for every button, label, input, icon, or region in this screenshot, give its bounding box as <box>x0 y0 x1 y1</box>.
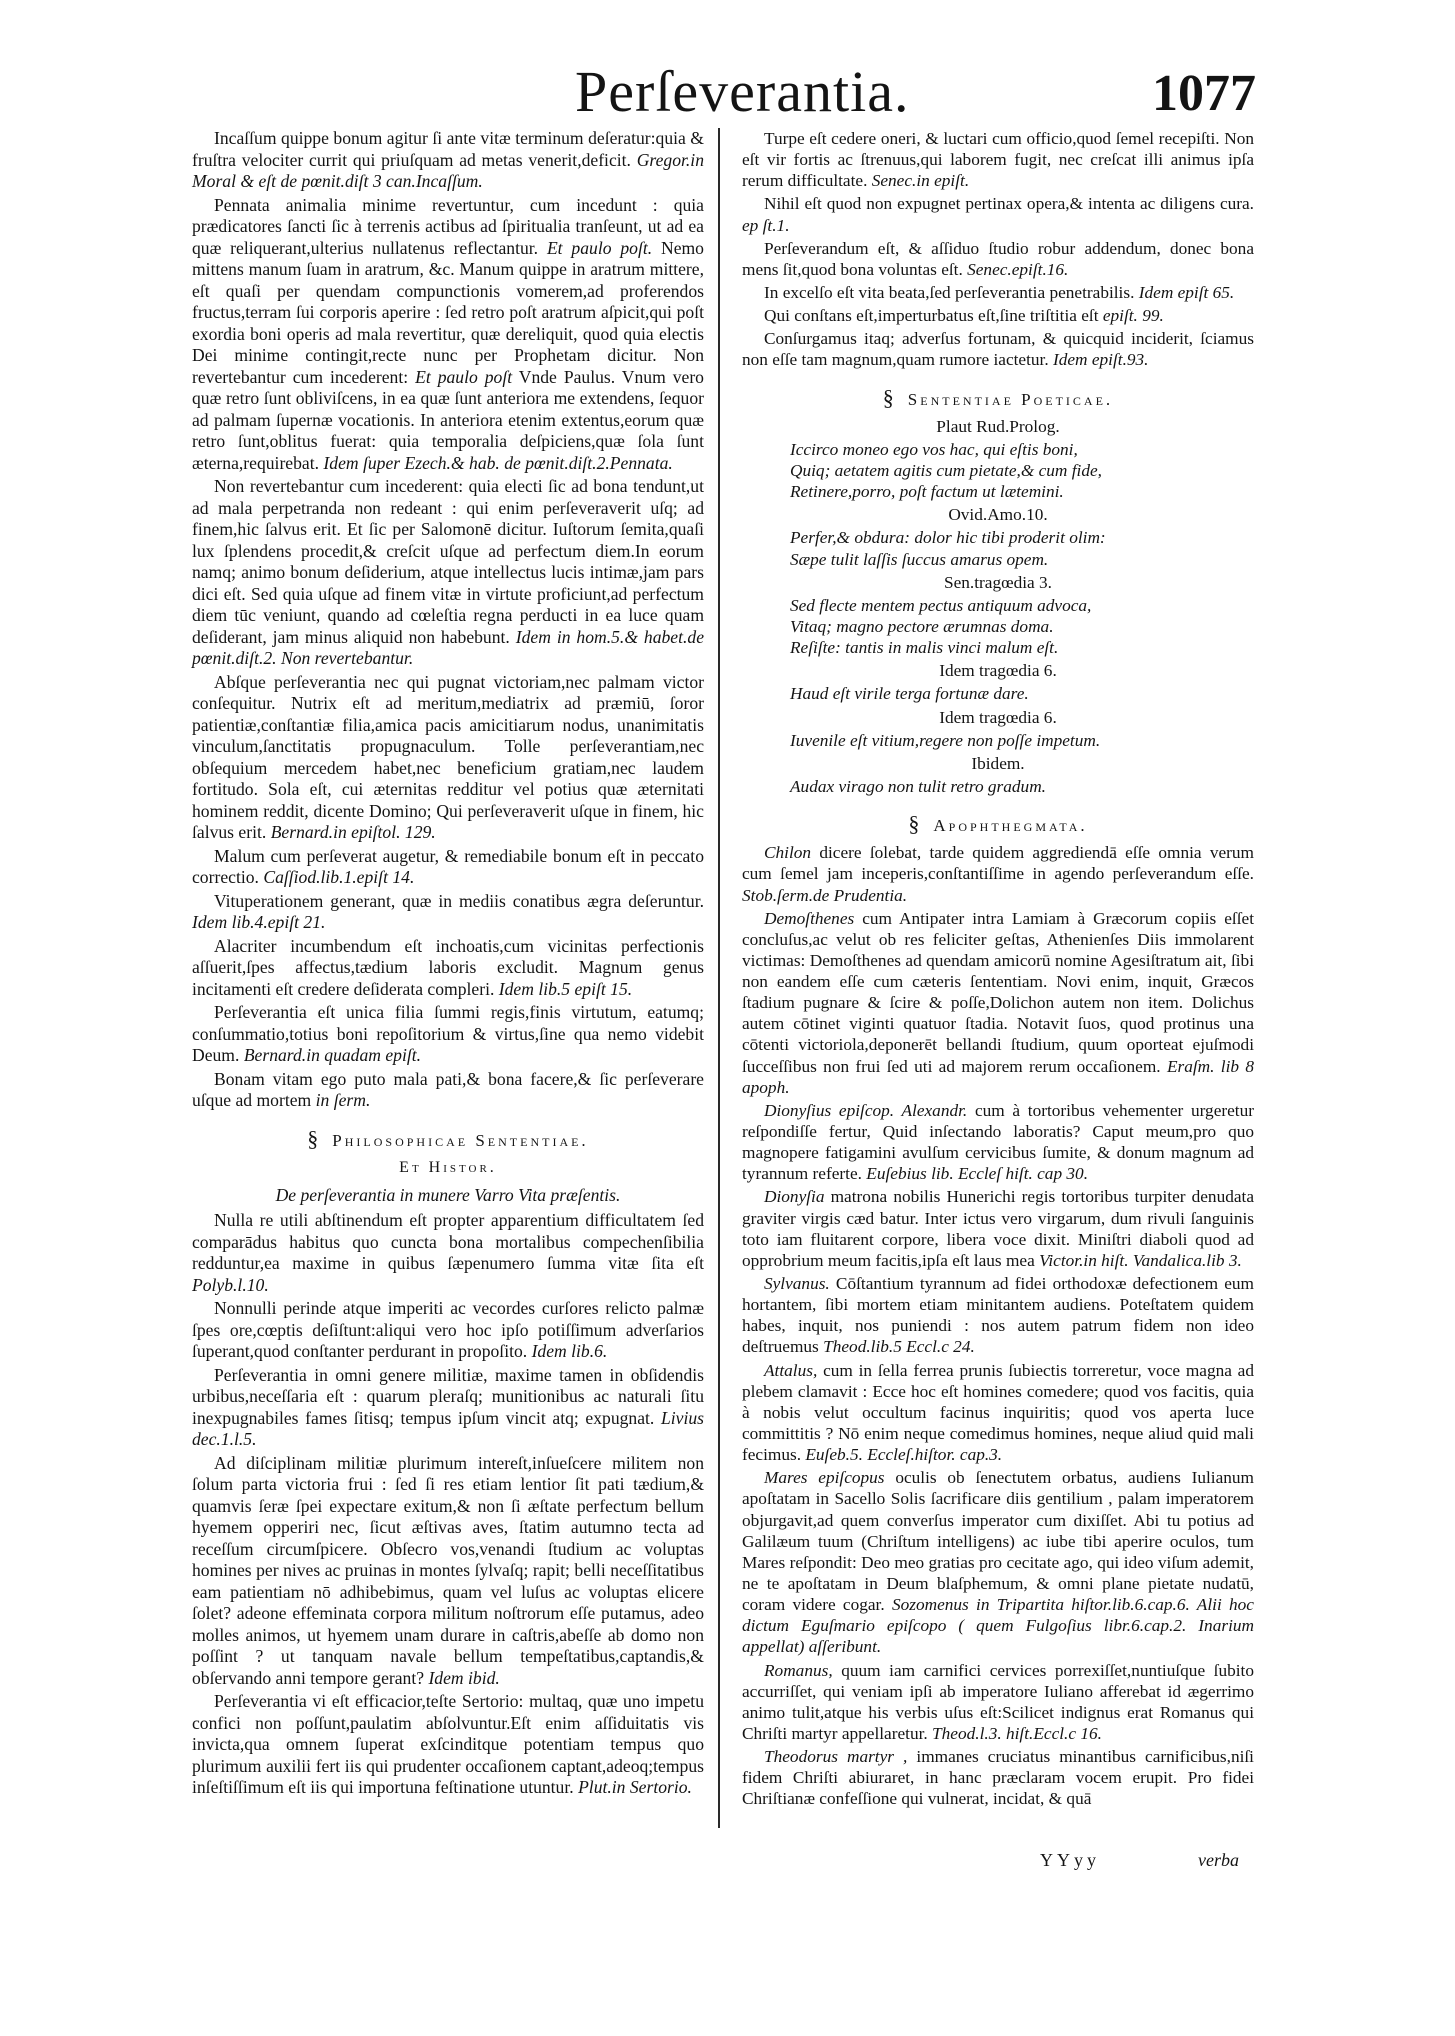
section-heading <box>192 1125 704 1152</box>
section-heading <box>742 813 1254 836</box>
apophthegm <box>742 1660 1254 1745</box>
citation: Livius dec.1.l.5. <box>192 1407 704 1449</box>
poem-source: Plaut Rud.Prolog. <box>936 416 1060 436</box>
paragraph-text: Non revertebantur cum incederent: quia electi ſic ad bona tendunt,ut ad mala perpetranda non redeant : qui enim perſeveraverit uſq; ad finem,hic ſalvus erit. Et ſic per Salomonē dicitur. Iuſtorum ſemita,quaſi lux ſplendens procedit,& creſcit uſque ad perfectum diem.In eorum namq; animo bonum deſiderium, atque intellectus lucis intimæ,jam pars dici eſt. Sed quia uſque ad finem vitæ in virtute proficiunt,ad perfectum diem tūc veniunt, quando ad cœleſtia regna perducti in ea luce quam deſiderant, jam minus aliquid non habebunt. <box>192 476 704 647</box>
apophthegm-text: quum iam carnifici cervices porrexiſſet,nuntiuſque ſubito accurriſſet, qui veniam ipſi ab imperatore Iuliano afferebat id ægerrimo animo tulit,atque his verbis uſus eſt:Scilicet indignus erat Romanus qui Chriſti martyr appellaretur. <box>742 1660 1254 1743</box>
citation: Bernard.in epiſtol. 129. <box>270 822 436 842</box>
paragraph <box>742 128 1254 191</box>
citation: Eraſm. lib 8 apoph. <box>742 1056 1254 1097</box>
paragraph-text: Perſeverantia in omni genere militiæ, maxime tamen in obſidendis urbibus,neceſſaria eſt : quarum pleraſq; munitionibus ac naturali ſitu inexpugnabiles fames ſitisq; tempus ipſum vincit atq; expugnat. <box>192 1364 704 1428</box>
citation: Idem ibid. <box>428 1667 500 1688</box>
verse-line: Perfer,& obdura: dolor hic tibi proderit olim: <box>790 528 1106 548</box>
citation: Et paulo poſt <box>415 366 513 387</box>
paragraph <box>192 1210 704 1296</box>
speaker-name: Attalus, <box>764 1360 818 1380</box>
catchword: verba <box>1198 1850 1239 1870</box>
citation: Caſſiod.lib.1.epiſt 14. <box>263 867 415 887</box>
citation: Idem lib.4.epiſt 21. <box>192 912 326 932</box>
paragraph-text: Abſque perſeverantia nec qui pugnat victoriam,nec palmam victor conſequitur. Nutrix eſt ad meritum,mediatrix ad præmiū, ſoror patientiæ,conſtantiæ filia,amica pacis amicitiarum nodus, unanimitatis vinculum,ſanctitatis propugnaculum. Tolle perſeverantiam,nec obſequium mercedem habet,nec beneficium gratiam,nec laudem fortitudo. Sola eſt, cui æternitas redditur vel potius quæ æternitati hominem reddit, dicente Domino; Qui perſeveraverit uſque in finem, hic ſalvus erit. <box>192 671 704 842</box>
apophthegm <box>742 1186 1254 1271</box>
right-column <box>742 128 1254 1812</box>
left-column <box>192 128 704 1801</box>
speaker-name: Sylvanus. <box>764 1274 830 1294</box>
section-subheading: Et Histor. <box>399 1159 497 1176</box>
apophthegm <box>742 1273 1254 1358</box>
paragraph-text: Conſurgamus itaq; adverſus fortunam, & quicquid inciderit, ſciamus non eſſe tam magnum,quam rumore iactetur. <box>742 329 1254 370</box>
signature-mark: YYyy <box>1040 1850 1100 1870</box>
apophthegm <box>742 1100 1254 1185</box>
paragraph <box>192 195 704 475</box>
paragraph <box>742 305 1254 326</box>
paragraph-text: Perſeverandum eſt, & aſſiduo ſtudio robur addendum, donec bona mens ſit,quod bona voluntas eſt. <box>742 238 1254 279</box>
paragraph-text: Vituperationem generant, quæ in mediis conatibus ægra deſeruntur. <box>214 890 704 911</box>
paragraph-text: Qui conſtans eſt,imperturbatus eſt,ſine triſtitia eſt <box>764 306 1099 326</box>
paragraph <box>192 672 704 844</box>
paragraph-text: Perſeverantia vi eſt efficacior,teſte Sertorio: multaq, quæ uno impetu confici non poſſunt,paulatim abſolvuntur.Eſt enim aſſiduitatis vis invicta,qua omnem ſuperat exſcinditque potentiam tempus quo plurimum auxilii fert iis qui prudenter occaſionem captant,adeoq;tempus inſeſtiſſimum eſt iis qui importuna feſtinatione utuntur. <box>192 1691 704 1797</box>
paragraph-text: Malum cum perſeverat augetur, & remediabile bonum eſt in peccato correctio. <box>192 845 704 887</box>
paragraph-text: Nemo mittens manum ſuam in aratrum, &c. Manum quippe in aratrum mittere, eſt quaſi per quendam compunctionis vomerem,ad proferendos fructus,terram ſui corporis aperire : ſed retro poſt aratrum aſpicit,qui poſt exordia boni operis ad mala revertitur, quæ dereliquit, quod quia electis Dei minime contingit,recte nunc per Prophetam dicitur. Non revertebantur cum incederent: <box>192 237 704 387</box>
speaker-name: Dionyſia <box>764 1187 825 1207</box>
verse-line: Vitaq; magno pectore ærumnas doma. <box>790 616 1054 636</box>
citation: Idem epiſt.93. <box>1052 350 1149 370</box>
apophthegm <box>742 1746 1254 1809</box>
verse-line: Iuvenile eſt vitium,regere non poſſe impetum. <box>790 730 1101 750</box>
paragraph-text: Incaſſum quippe bonum agitur ſi ante vitæ terminum deſeratur:quia & fruſtra velociter currit qui priuſquam ad metas venerit,deficit. <box>192 128 704 170</box>
section-mark: § <box>908 811 920 837</box>
paragraph-text: Vnde Paulus. Vnum vero quæ retro ſunt obliviſcens, in ea quæ ſunt anteriora me extendens, ſequor ad palmam ſupernæ vocationis. In anteriora etenim extentus,eorum quæ retro ſunt,oblitus fuerat: quia temporalia deſpiciens,quæ ſola ſunt æterna,requirebat. <box>192 366 704 473</box>
paragraph <box>192 476 704 670</box>
citation: Theod.l.3. hiſt.Eccl.c 16. <box>932 1723 1102 1743</box>
section-heading-text: Philosophicae Sententiae. <box>332 1130 589 1150</box>
citation: Idem epiſt 65. <box>1138 282 1235 302</box>
paragraph-text: Nonnulli perinde atque imperiti ac vecordes curſores relicto palmæ ſpes ore,cœptis deſiſtunt:aliqui vero hoc ipſo potiſſimum adverſarios ſuperant,quod conſtanter perdurant in propoſito. <box>192 1298 704 1361</box>
paragraph <box>192 1002 704 1067</box>
paragraph <box>192 1298 704 1363</box>
paragraph-text: In excelſo eſt vita beata,ſed perſeverantia penetrabilis. <box>764 282 1135 302</box>
citation: Senec.epiſt.16. <box>967 259 1069 279</box>
paragraph-text: Perſeverantia eſt unica filia ſummi regis,finis virtutum, eatumq; conſummatio,totius boni repoſitorium & virtus,ſine qua nemo videbit Deum. <box>192 1002 704 1065</box>
verse-line: Sed flecte mentem pectus antiquum advoca, <box>790 595 1092 615</box>
apophthegm <box>742 842 1254 905</box>
speaker-name: Demoſthenes <box>764 908 855 928</box>
paragraph-text: Bonam vitam ego puto mala pati,& bona facere,& ſic perſeverare uſque ad mortem <box>192 1068 704 1110</box>
citation: Euſeb.5. Eccleſ.hiſtor. cap.3. <box>805 1445 1003 1465</box>
apophthegm <box>742 908 1254 1098</box>
verse-line: Haud eſt virile terga fortunæ dare. <box>790 684 1029 704</box>
verse-line: Sæpe tulit laſſis ſuccus amarus opem. <box>790 549 1049 569</box>
section-mark: § <box>882 384 894 410</box>
citation: Idem lib.5 epiſt 15. <box>498 978 633 999</box>
paragraph-text: Pennata animalia minime revertuntur, cum incedunt : quia prædicatores ſancti ſic à terrenis actibus ad ſpiritualia tranſeunt, ut ad ea quæ reliquerant,ulterius nullatenus reflectantur. <box>192 194 704 258</box>
paragraph-text: Alacriter incumbendum eſt inchoatis,cum vicinitas perfectionis aſſuerit,ſpes affectus,tædium laboris excludit. Magnum genus incitamenti eſt credere deſiderata compleri. <box>192 935 704 999</box>
paragraph <box>742 282 1254 303</box>
paragraph <box>192 1069 704 1112</box>
section-subtitle: De perſeverantia in munere Varro Vita præſentis. <box>275 1184 621 1205</box>
citation: Euſebius lib. Eccleſ hiſt. cap 30. <box>866 1164 1089 1184</box>
apophthegm-text: cum à tortoribus vehementer urgeretur reſpondiſſe fertur, Quid inſectando laboratis? Caput meum,pro quo magnopere fatigamini avulſum cervicibus ſumite, & donum magnum ad tyrannum referte. <box>742 1100 1254 1184</box>
speaker-name: Chilon <box>764 843 812 863</box>
verse-line: Iccirco moneo ego vos hac, qui eſtis boni, <box>790 439 1078 459</box>
poem-source: Idem tragœdia 6. <box>939 661 1057 681</box>
apophthegm-text: oculis ob ſenectutem orbatus, audiens Iulianum apoſtatam in Sacello Solis ſacrificare diis gentilium , palam imperatorem objurgavit,ad quem converſus imperator cum dixiſſet. Abi tu potius ad Galilæum tuum (Chriſtum intelligens) ac iube tibi aperire oculos, tum Mares reſpondit: Deo meo gratias pro cecitate ago, qui ideo viſum ademit, ne te apoſtatam in Deum blaſphemum, & omni plane pietate nudatū, coram videre cogar. <box>742 1468 1254 1615</box>
speaker-name: Dionyſius epiſcop. Alexandr. <box>764 1100 968 1120</box>
citation: Victor.in hiſt. Vandalica.lib 3. <box>1039 1250 1242 1270</box>
citation: Stob.ſerm.de Prudentia. <box>742 885 908 905</box>
apophthegm-text: Cōſtantium tyrannum ad fidei orthodoxæ defectionem eum hortantem, ſibi mortem etiam minitantem audiens. Poteſtatem quidem habes, inquit, nos puniendi : nos autem patrum fidem non ideo deſtruemus <box>742 1274 1254 1357</box>
citation: Theod.lib.5 Eccl.c 24. <box>823 1337 975 1357</box>
section-mark: § <box>307 1125 319 1151</box>
paragraph-text: Nulla re utili abſtinendum eſt propter apparentium difficultatem ſed comparādus habitus quo cuncta bona mortalibus compechenſibilia redduntur,ea maxime in quibus ſæpenumero ſumma vitæ ſita eſt <box>192 1210 704 1273</box>
apophthegm <box>742 1467 1254 1657</box>
citation: epiſt. 99. <box>1102 306 1164 326</box>
speaker-name: Romanus, <box>764 1660 833 1680</box>
apophthegm-text: cum Antipater intra Lamiam à Græcorum copiis eſſet concluſus,ac velut ob res feliciter geſtas, Athenienſes Diis immolarent victimas: Demoſthenes ad quendam amicorū nomine Agesiſtratum ait, ſibi non eandem eſſe cum cæteris ſententiam. Novi enim, inquit, Græcos ſtadium pugnare & ſcire & poſſe,Dolichon autem non item. Dolichus autem cōtinet viginti quatuor ſtadia. Notavit ſuos, quod protinus una cōtenti victoriola,deponerēt bellandi ſtudium, quum oporteat ejuſmodi ſucceſſibus non frui ſed uti ad majorem rerum occaſionem. <box>742 908 1254 1076</box>
paragraph <box>192 936 704 1001</box>
citation: in ſerm. <box>315 1090 371 1110</box>
speaker-name: Theodorus martyr , <box>764 1747 908 1767</box>
poem-source: Sen.tragœdia 3. <box>944 572 1052 592</box>
section-heading-text: Apophthegmata. <box>933 816 1088 836</box>
paragraph <box>192 128 704 193</box>
apophthegm-text: matrona nobilis Hunerichi regis tortoribus turpiter denudata graviter virgis cæd batur. Inter ictus vero virgarum, dum rivuli ſanguinis toto iam fluitarent corpore, libera voce dixit. Miniſtri diaboli quod ad opprobrium meum facitis,ipſa eſt laus mea <box>742 1187 1254 1270</box>
speaker-name: Mares epiſcopus <box>764 1468 885 1488</box>
citation: Et paulo poſt. <box>546 237 653 258</box>
paragraph <box>192 1691 704 1799</box>
apophthegm <box>742 1360 1254 1466</box>
citation: ep ſt.1. <box>742 215 790 235</box>
poem-source: Idem tragœdia 6. <box>939 707 1057 727</box>
paragraph <box>192 891 704 934</box>
verse-line: Reſiſte: tantis in malis vinci malum eſt. <box>790 638 1059 658</box>
poem-source: Ovid.Amo.10. <box>948 505 1048 525</box>
citation: Senec.in epiſt. <box>871 171 970 191</box>
paragraph-text: Ad diſciplinam militiæ plurimum intereſt,inſueſcere militem non ſolum parta victoria frui : ſed ſi res etiam lentior ſit pati tædium,& quamvis ſeræ ſpei expectare exitum,& non ſi æſtate perfectum bellum hyemem opperiri nec, ſicut æſtivas aves, ſtatim autumno tecta ad receſſum circumſpicere. Obſecro vos,venandi ſtudium ac voluptas homines per nives ac pruinas in montes ſylvaſq; rapit; belli neceſſitatibus eam patientiam nō adhibebimus, quam vel luſus ac voluptas elicere ſolet? adeone effeminata corpora militum noſtrorum eſſe putamus, adeo molles animos, ut hyemem unam durare in caſtris,abeſſe ab domo non poſſint ? ut tanquam navale bellum tempeſtatibus,captandis,& obſervando anni tempore gerant? <box>192 1452 704 1688</box>
poem-source: Ibidem. <box>971 753 1025 773</box>
paragraph <box>192 1365 704 1451</box>
citation: Plut.in Sertorio. <box>578 1777 692 1797</box>
section-heading <box>742 384 1254 410</box>
paragraph <box>742 193 1254 235</box>
section-heading-text: Sententiae Poeticae. <box>907 389 1114 409</box>
citation: Idem in hom.5.& habet.de pœnit.diſt.2. Non revertebantur. <box>192 626 704 668</box>
apophthegm-text: cum in ſella ferrea prunis ſubiectis torreretur, voce magna ad plebem clamavit : Ecce hoc eſt homines comedere; quod vos facitis, quia à nobis velut occultum facinus inquiritis; quod vos aperta luce committitis ? Nō enim neque comedimus homines, neque aliud quid mali fecimus. <box>742 1360 1254 1465</box>
paragraph <box>742 328 1254 370</box>
apophthegm-text: immanes cruciatus minantibus carnificibus,niſi fidem Chriſti abiuraret, in hanc præclaram vocem erupit. Pro fidei Chriſtianæ confeſſione qui vulnerat, incidat, & quā <box>742 1747 1254 1809</box>
page-header <box>0 58 1455 128</box>
verse-line: Audax virago non tulit retro gradum. <box>790 776 1047 796</box>
citation: Idem lib.6. <box>531 1341 608 1361</box>
citation: Bernard.in quadam epiſt. <box>243 1045 422 1065</box>
verse-line: Retinere,porro, poſt factum ut lætemini. <box>790 482 1064 502</box>
paragraph-text: Nihil eſt quod non expugnet pertinax opera,& intenta ac diligens cura. <box>764 194 1254 214</box>
paragraph-text: Turpe eſt cedere oneri, & luctari cum officio,quod ſemel recepiſti. Non eſt vir fortis ac ſtrenuus,qui laborem fugit, nec creſcat illi animus ipſa rerum difficultate. <box>742 129 1254 191</box>
citation: Polyb.l.10. <box>192 1274 269 1295</box>
citation: Gregor.in Moral & eſt de pœnit.diſt 3 can.Incaſſum. <box>192 149 704 191</box>
citation: Idem ſuper Ezech.& hab. de pœnit.diſt.2.Pennata. <box>323 452 673 473</box>
apophthegm-text: dicere ſolebat, tarde quidem aggrediendā eſſe omnia verum cum ſemel jam inceperis,conſtantiſſime in agendo perſeverandum eſſe. <box>742 843 1254 884</box>
citation: Sozomenus in Tripartita hiſtor.lib.6.cap.6. Alii hoc dictum Eguſmario epiſcopo ( quem Fulgoſius libr.6.cap.2. Inarium appellat) aſſeribunt. <box>742 1595 1254 1657</box>
column-divider <box>718 128 720 1828</box>
page-title: Perſeverantia. <box>575 59 910 124</box>
paragraph <box>192 846 704 889</box>
verse-line: Quiq; aetatem agitis cum pietate,& cum fide, <box>790 460 1102 480</box>
page-number: 1077 <box>1152 65 1256 122</box>
paragraph <box>192 1453 704 1690</box>
paragraph <box>742 238 1254 280</box>
